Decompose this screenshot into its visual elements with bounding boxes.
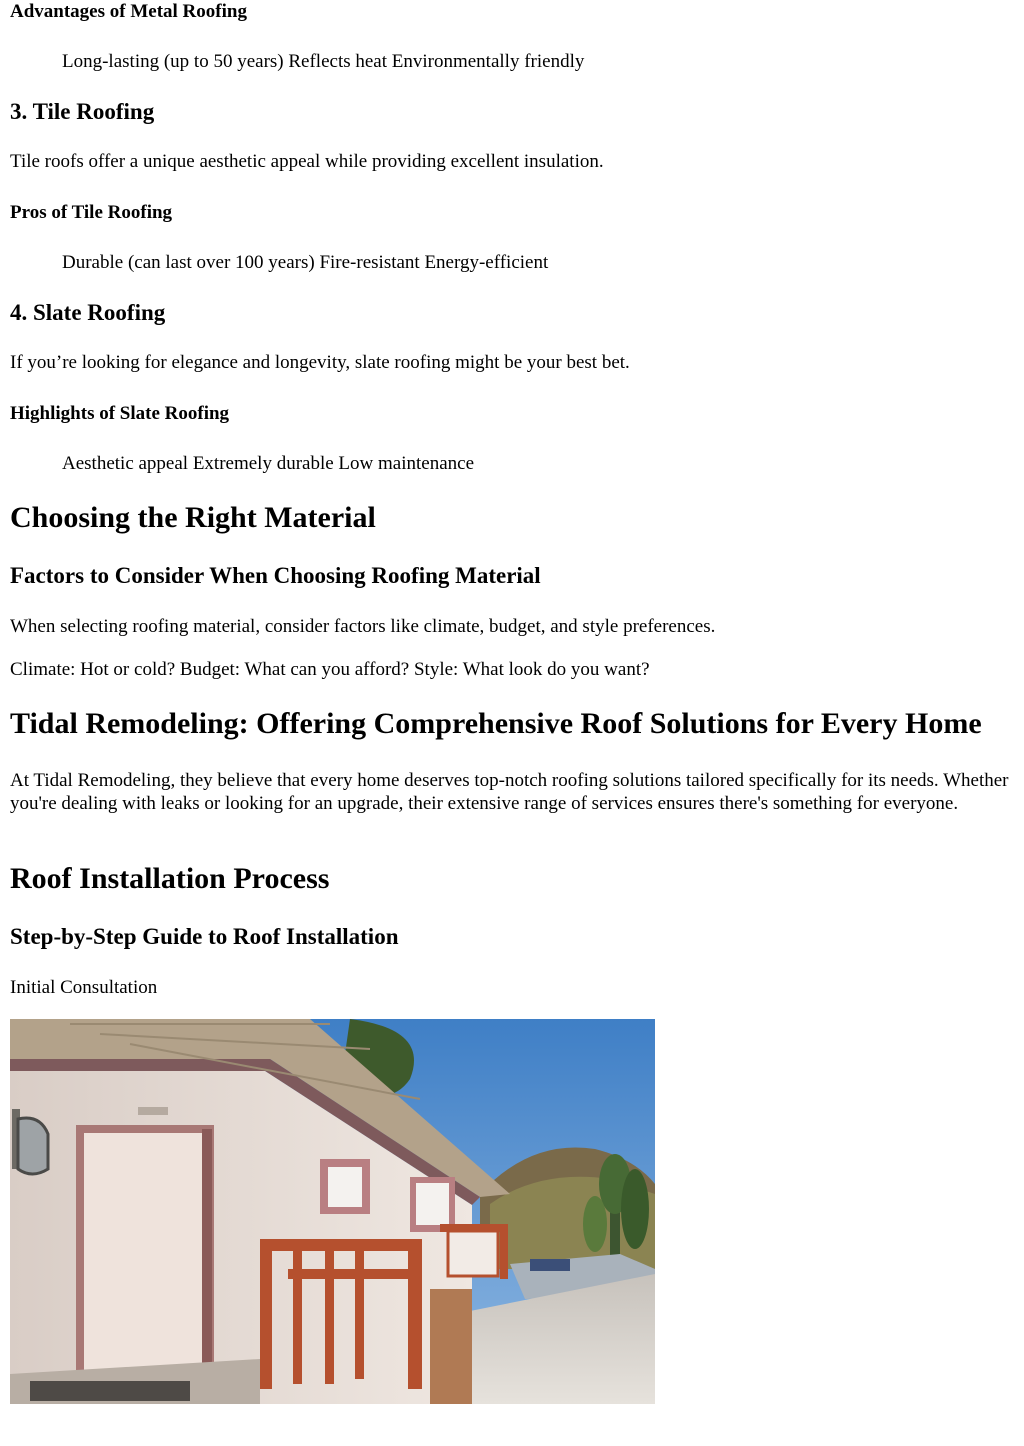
house-exterior-photo <box>10 1019 655 1404</box>
slate-highlights-list: Aesthetic appeal Extremely durable Low maintenance <box>62 453 475 474</box>
tile-roofing-intro: Tile roofs offer a unique aesthetic appeal while providing excellent insulation. <box>10 151 604 172</box>
metal-advantages-heading: Advantages of Metal Roofing <box>10 1 247 22</box>
tidal-remodeling-heading: Tidal Remodeling: Offering Comprehensive Roof Solutions for Every Home <box>10 707 982 740</box>
factors-list: Climate: Hot or cold? Budget: What can you afford? Style: What look do you want? <box>10 659 650 680</box>
step-initial-consultation: Initial Consultation <box>10 977 158 998</box>
roof-installation-heading: Roof Installation Process <box>10 862 330 895</box>
slate-highlights-heading: Highlights of Slate Roofing <box>10 403 230 424</box>
metal-advantages-list: Long-lasting (up to 50 years) Reflects heat Environmentally friendly <box>62 51 585 72</box>
installation-guide-heading: Step-by-Step Guide to Roof Installation <box>10 924 399 949</box>
factors-intro: When selecting roofing material, consider factors like climate, budget, and style preferences. <box>10 616 716 637</box>
tile-pros-list: Durable (can last over 100 years) Fire-resistant Energy-efficient <box>62 252 549 273</box>
choosing-material-heading: Choosing the Right Material <box>10 501 376 534</box>
tidal-remodeling-paragraph: At Tidal Remodeling, they believe that every home deserves top-notch roofing solutions tailored specifically for its needs. Whether you're dealing with leaks or looking for an upgrade, their extensive range of services ensures there's something for everyone. <box>10 770 1009 814</box>
tile-pros-heading: Pros of Tile Roofing <box>10 202 173 223</box>
tile-roofing-heading: 3. Tile Roofing <box>10 99 155 124</box>
slate-roofing-intro: If you’re looking for elegance and longevity, slate roofing might be your best bet. <box>10 352 630 373</box>
factors-heading: Factors to Consider When Choosing Roofing Material <box>10 563 541 588</box>
slate-roofing-heading: 4. Slate Roofing <box>10 300 166 325</box>
house-exterior-illustration <box>10 1019 655 1404</box>
